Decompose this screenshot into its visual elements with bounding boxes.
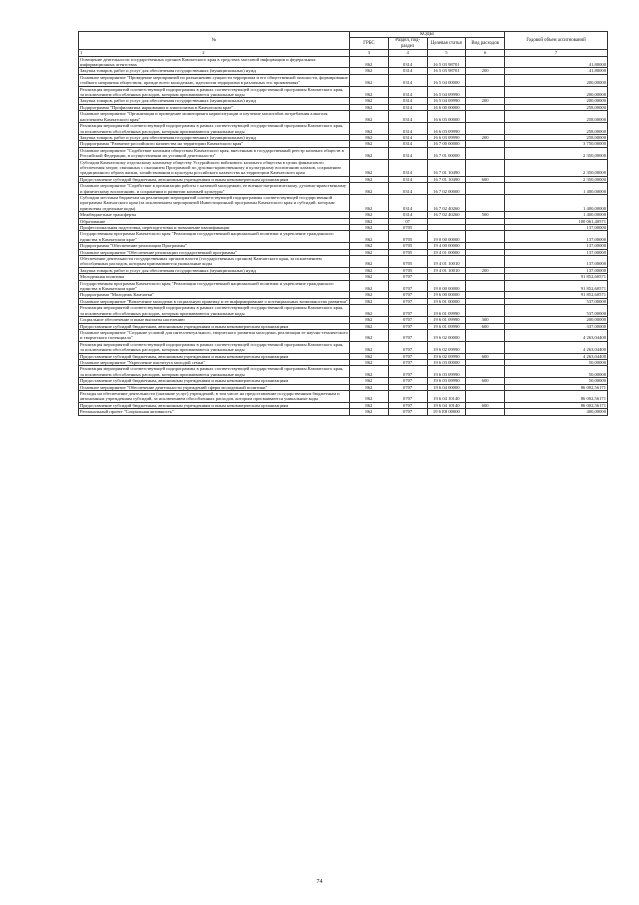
row-name: Основное мероприятие "Обеспечение деятельности учреждений сферы молодежной политики" [79,384,350,390]
row-razdel: 0314 [388,111,427,123]
row-name: Реализация мероприятий соответствующей подпрограммы в рамках соответствующей государственной программы Камчатского края, за исключением обособленных расходов, которым присваиваются уникальные коды [79,123,350,135]
row-vid [466,111,505,123]
row-target: 19 0 00 00000 [427,231,466,243]
column-number-7: 7 [505,50,608,56]
row-grbs: 862 [350,366,389,378]
header-number: № [79,32,350,50]
row-name: Расходы на обеспечение деятельности (оказание услуг) учреждений, в том числе на предоставление государственным бюджетным и автономным учреждениям субсидий, за исключением обособленных расходов, которым присваиваются уникальные коды [79,390,350,402]
row-grbs: 862 [350,256,389,268]
row-amount: 100 061,40571 [505,218,608,224]
row-amount: 2 350,00000 [505,159,608,176]
row-grbs: 862 [350,249,389,255]
row-vid [466,123,505,135]
row-name: Закупка товаров, работ и услуг для обеспечения государственных (муниципальных) нужд [79,68,350,74]
row-grbs: 862 [350,243,389,249]
row-amount: 41,80000 [505,68,608,74]
row-razdel: 0707 [388,390,427,402]
row-target: 19 6 02 09990 [427,353,466,359]
row-razdel: 0314 [388,159,427,176]
table-row [79,329,608,341]
row-name: Предоставление субсидий бюджетным, автономным учреждениям и иным некоммерческим организациям [79,353,350,359]
row-target: 19 6 02 00000 [427,329,466,341]
row-grbs: 862 [350,74,389,86]
row-vid: 600 [466,402,505,408]
row-vid [466,194,505,211]
row-razdel: 0707 [388,409,427,415]
row-razdel: 0707 [388,359,427,365]
row-name: Закупка товаров, работ и услуг для обеспечения государственных (муниципальных) нужд [79,267,350,273]
row-amount: 3 750,00000 [505,141,608,147]
row-name: Основное мероприятие "Организация и проведение мониторинга наркоситуации и изучение масштабов потребления алкоголя населением Камчатского края" [79,111,350,123]
table-row [79,390,608,402]
row-amount: 200,00000 [505,86,608,98]
table-row [79,231,608,243]
row-name: Основное мероприятие "Проведение мероприятий по разъяснению сущности терроризма и его общественной опасности, формирование стойкого неприятия обществом, прежде всего молодежью, идеологии терроризма в различных его проявлениях" [80,74,348,86]
row-razdel: 0314 [388,123,427,135]
header-vid: Вид расходов [466,38,505,50]
header-amount: Годовой объем ассигнований [505,32,608,50]
header-codes: КОДЫ [350,32,505,38]
row-grbs: 862 [350,218,389,224]
row-amount: 41,80000 [505,56,608,68]
table-row [79,183,608,195]
row-grbs: 862 [350,176,389,182]
row-amount: 400,00000 [505,409,608,415]
row-amount: 2 350,00000 [505,147,608,159]
row-amount: 537,00000 [505,305,608,317]
row-grbs: 862 [350,267,389,273]
row-vid [466,409,505,415]
row-grbs: 862 [350,68,389,74]
table-row [79,111,608,123]
row-name: Основное мероприятие "Создание условий для интеллектуального, творческого развития молодежи, реализации ее научно-технического и творческого потенциала" [80,329,348,341]
header-grbs: ГРБС [350,38,389,50]
table-row [79,56,608,68]
row-target: 16 7 02 00000 [427,183,466,195]
row-grbs: 862 [350,231,389,243]
row-razdel: 0314 [388,98,427,104]
row-vid: 600 [466,378,505,384]
row-grbs: 862 [350,378,389,384]
row-name: Образование [79,218,350,224]
row-vid [466,390,505,402]
row-amount: 86 002,56171 [505,384,608,390]
row-vid [466,147,505,159]
row-target: 16 5 04 00000 [427,74,466,86]
row-amount: 4 263,04400 [505,353,608,359]
row-target: 19 6 03 09990 [427,378,466,384]
row-name: Профессиональная подготовка, переподготовка и повышение квалификации [79,225,350,231]
row-grbs: 862 [350,111,389,123]
header-razdel: Раздел, под-раздел [388,38,427,50]
row-name: Предоставление субсидий бюджетным, автономным учреждениям и иным некоммерческим организациям [79,176,350,182]
row-vid [466,159,505,176]
row-razdel: 0707 [388,305,427,317]
row-amount: 200,00000 [505,317,608,323]
table-row [79,159,608,176]
row-name: Освещение деятельности государственных органов Камчатского края в средствах массовой информации и федеральных информационных агентствах [79,56,350,68]
row-amount: 537,00000 [505,298,608,304]
row-amount: 258,00000 [505,134,608,140]
row-name: Обеспечение деятельности государственных органов власти (государственных органов) Камчатского края, за исключением обособленных расходов, которым присваиваются уникальные коды [79,256,350,268]
table-row [79,409,608,415]
row-vid [466,305,505,317]
row-name: Реализация мероприятий соответствующей подпрограммы в рамках соответствующей государственной программы Камчатского края, за исключением обособленных расходов, которым присваиваются уникальные коды [79,305,350,317]
row-razdel: 0707 [388,323,427,329]
row-razdel: 0314 [388,212,427,218]
row-razdel: 0707 [388,274,427,280]
row-razdel: 0707 [388,366,427,378]
row-name: Основное мероприятие "Укрепление института молодой семьи" [79,359,350,365]
row-target: 16 5 04 09990 [427,86,466,98]
table-row [79,74,608,86]
row-razdel: 0707 [388,292,427,298]
row-name: Подпрограмма "Обеспечение реализации Программы" [79,243,350,249]
row-amount: 137,00000 [505,256,608,268]
row-grbs: 862 [350,141,389,147]
row-amount: 258,00000 [505,123,608,135]
header-target: Целевая статья [427,38,466,50]
row-target: 16 6 00 00000 [427,104,466,110]
row-amount: 86 002,56171 [505,390,608,402]
budget-table [78,31,608,416]
row-amount: 137,00000 [505,225,608,231]
row-razdel: 07 [388,218,427,224]
row-target: 19 6 01 09990 [427,317,466,323]
row-target: 19 6 04 10140 [427,402,466,408]
row-name: Предоставление субсидий бюджетным, автономным учреждениям и иным некоммерческим организациям [79,323,350,329]
row-amount: 137,00000 [505,243,608,249]
row-grbs: 862 [350,341,389,353]
column-number-5: 5 [427,50,466,56]
row-name: Предоставление субсидий бюджетным, автономным учреждениям и иным некоммерческим организациям [79,402,350,408]
row-grbs: 862 [350,274,389,280]
table-row [79,341,608,353]
row-grbs: 862 [350,292,389,298]
row-target: 16 5 04 09990 [427,98,466,104]
row-target: 19 4 00 00000 [427,243,466,249]
row-vid [466,256,505,268]
row-razdel: 0314 [388,86,427,98]
row-target: 16 6 03 09990 [427,134,466,140]
row-name: Реализация мероприятий соответствующей подпрограммы в рамках соответствующей государственной программы Камчатского края, за исключением обособленных расходов, которым присваиваются уникальные коды [79,366,350,378]
row-razdel: 0314 [388,194,427,211]
table-row [79,305,608,317]
row-vid: 500 [466,212,505,218]
table-row [79,147,608,159]
row-razdel: 0314 [388,147,427,159]
row-razdel: 0705 [388,267,427,273]
row-vid [466,329,505,341]
row-amount: 200,00000 [505,74,608,86]
row-target: 19 4 01 10010 [427,267,466,273]
row-grbs: 862 [350,305,389,317]
table-row [79,194,608,211]
row-target: 19 6 03 09990 [427,366,466,378]
row-amount: 91 852,60571 [505,292,608,298]
row-target: 16 7 02 40260 [427,194,466,211]
row-grbs: 862 [350,402,389,408]
row-vid [466,183,505,195]
row-razdel: 0705 [388,256,427,268]
row-name: Субсидия Камчатскому отдельскому казачьему обществу Уссурийского войскового казачьего общества в целях финансового обеспечения затрат, связанных с оказанием Программой по духовно-нравственному и культурному воспитанию казаков, сохранению традиционного образа жизни, хозяйствования и культуры российского казачества на территории Камчатского края [79,159,350,176]
row-grbs: 862 [350,317,389,323]
row-grbs: 862 [350,134,389,140]
row-name: Социальное обеспечение и иные выплаты населению [79,317,350,323]
row-target: 16 6 03 00000 [427,111,466,123]
row-target: 16 7 02 40260 [427,212,466,218]
table-row [79,366,608,378]
row-razdel: 0707 [388,384,427,390]
column-number-2: 2 [202,50,205,56]
row-razdel: 0705 [388,231,427,243]
row-razdel: 0705 [388,249,427,255]
row-name: Подпрограмма "Развитие российского казачества на территории Камчатского края" [79,141,350,147]
row-razdel: 0314 [388,134,427,140]
table-body [79,50,608,415]
row-target: 16 6 03 09990 [427,123,466,135]
row-razdel: 0707 [388,298,427,304]
row-grbs: 862 [350,329,389,341]
row-amount: 1 400,00000 [505,183,608,195]
row-name: Предоставление субсидий бюджетным, автономным учреждениям и иным некоммерческим организациям [79,378,350,384]
row-grbs: 862 [350,384,389,390]
row-grbs: 862 [350,298,389,304]
row-razdel: 0314 [388,183,427,195]
row-vid: 200 [466,134,505,140]
row-target: 19 6 01 09990 [427,323,466,329]
row-grbs: 862 [350,183,389,195]
row-razdel: 0314 [388,56,427,68]
row-target: 16 5 03 98701 [427,68,466,74]
row-vid [466,74,505,86]
row-grbs: 862 [350,353,389,359]
row-grbs: 862 [350,159,389,176]
row-name: Основное мероприятие "Вовлечение молодежи в социальную практику и ее информирование о потенциальных возможностях развития" [80,298,348,304]
row-target: 19 0 00 00000 [427,280,466,292]
row-grbs: 862 [350,194,389,211]
table-row [79,256,608,268]
row-name: Закупка товаров, работ и услуг для обеспечения государственных (муниципальных) нужд [79,98,350,104]
row-amount: 50,00000 [505,378,608,384]
row-grbs: 862 [350,86,389,98]
row-amount: 137,00000 [505,267,608,273]
row-name: Реализация мероприятий соответствующей подпрограммы в рамках соответствующей государственной программы Камчатского края, за исключением обособленных расходов, которым присваиваются уникальные коды [79,86,350,98]
row-target: 16 5 03 98701 [427,56,466,68]
row-target: 16 7 01 10490 [427,159,466,176]
row-amount: 1 400,00000 [505,212,608,218]
row-name: Молодежная политика [79,274,350,280]
row-name: Основное мероприятие "Обеспечение реализации государственной программы" [79,249,350,255]
row-target: 19 6 03 00000 [427,359,466,365]
row-target: 16 7 01 00000 [427,147,466,159]
row-grbs: 862 [350,225,389,231]
row-target: 19 6 04 10140 [427,390,466,402]
row-target: 19 6 E8 00000 [427,409,466,415]
row-vid: 200 [466,98,505,104]
row-razdel: 0707 [388,378,427,384]
row-amount: 91 852,60571 [505,274,608,280]
row-amount: 91 852,60571 [505,280,608,292]
row-grbs: 862 [350,123,389,135]
row-grbs: 862 [350,98,389,104]
row-amount: 50,00000 [505,366,608,378]
row-name: Субсидии местным бюджетам на реализацию мероприятий соответствующей подпрограммы соответствующей государственной программы Камчатского края (за исключением мероприятий Инвестиционной программы Камчатского края и субсидий, которым присвоены отдельные коды) [79,194,350,211]
row-grbs: 862 [350,104,389,110]
table-row [79,123,608,135]
row-target: 19 4 01 00000 [427,249,466,255]
row-amount: 86 002,56171 [505,402,608,408]
row-razdel: 0705 [388,243,427,249]
row-grbs: 862 [350,147,389,159]
row-amount: 337,00000 [505,323,608,329]
row-razdel: 0707 [388,341,427,353]
row-target: 19 6 04 00000 [427,384,466,390]
row-vid: 200 [466,267,505,273]
row-name: Реализация мероприятий соответствующей подпрограммы в рамках соответствующей государственной программы Камчатского края, за исключением обособленных расходов, которым присваиваются уникальные коды [79,341,350,353]
row-vid [466,231,505,243]
row-vid: 300 [466,317,505,323]
table-row [79,86,608,98]
row-vid: 600 [466,323,505,329]
row-vid [466,280,505,292]
column-number-3: 3 [350,50,389,56]
row-amount: 137,00000 [505,231,608,243]
row-amount: 1 400,00000 [505,194,608,211]
row-grbs: 862 [350,212,389,218]
row-target: 19 6 01 09990 [427,305,466,317]
table-row [79,280,608,292]
row-amount: 4 263,04400 [505,341,608,353]
row-vid: 600 [466,353,505,359]
row-target: 16 7 00 00000 [427,141,466,147]
column-number-4: 4 [388,50,427,56]
row-name: Региональный проект "Социальная активность" [79,409,350,415]
row-name: Подпрограмма "Профилактика наркомании и алкоголизма в Камчатском крае" [79,104,350,110]
row-name: Подпрограмма "Молодежь Камчатки" [79,292,350,298]
row-amount: 258,00000 [505,111,608,123]
row-name: Межбюджетные трансферты [79,212,350,218]
column-number-6: 6 [466,50,505,56]
row-amount: 4 263,04400 [505,329,608,341]
row-name: Государственная программа Камчатского края "Реализация государственной национальной политики и укрепление гражданского единства в Камчатском крае" [79,280,350,292]
row-target: 19 4 01 10010 [427,256,466,268]
column-number-1: 1 [80,50,83,56]
row-razdel: 0314 [388,176,427,182]
row-razdel: 0707 [388,329,427,341]
page-number: 74 [316,879,323,885]
row-razdel: 0314 [388,68,427,74]
row-razdel: 0314 [388,104,427,110]
row-amount: 258,00000 [505,104,608,110]
row-razdel: 0314 [388,141,427,147]
row-grbs: 862 [350,280,389,292]
row-vid [466,341,505,353]
row-name: Основное мероприятие "Содействие в организации работы с казачьей молодежью, ее военно-патриотическому, духовно-нравственному и физическому воспитанию, и сохранении и развитии казачьей культуры" [79,183,350,195]
row-target: 19 6 00 00000 [427,292,466,298]
row-razdel: 0707 [388,353,427,359]
row-amount: 137,00000 [505,249,608,255]
row-name: Государственная программа Камчатского края "Реализация государственной национальной политики и укрепление гражданского единства в Камчатском крае" [79,231,350,243]
row-name: Основное мероприятие "Содействие казачьим обществам Камчатского края, внесенным в государственный реестр казачьих обществ в Российской Федерации, в осуществлении их уставной деятельности" [79,147,350,159]
row-vid [466,366,505,378]
row-razdel: 0707 [388,402,427,408]
row-vid [466,56,505,68]
row-grbs: 862 [350,323,389,329]
row-target: 19 6 01 00000 [427,298,466,304]
row-grbs: 862 [350,390,389,402]
row-target: 19 6 02 09990 [427,341,466,353]
row-vid: 200 [466,68,505,74]
row-amount: 50,00000 [505,359,608,365]
row-amount: 200,00000 [505,98,608,104]
row-grbs: 862 [350,409,389,415]
row-razdel: 0707 [388,280,427,292]
row-razdel: 0314 [388,74,427,86]
row-razdel: 0707 [388,317,427,323]
row-vid: 600 [466,176,505,182]
row-grbs: 862 [350,56,389,68]
row-amount: 2 350,00000 [505,176,608,182]
row-vid [466,86,505,98]
row-razdel: 0705 [388,225,427,231]
row-grbs: 862 [350,359,389,365]
row-target: 16 7 01 10490 [427,176,466,182]
row-name: Закупка товаров, работ и услуг для обеспечения государственных (муниципальных) нужд [79,134,350,140]
